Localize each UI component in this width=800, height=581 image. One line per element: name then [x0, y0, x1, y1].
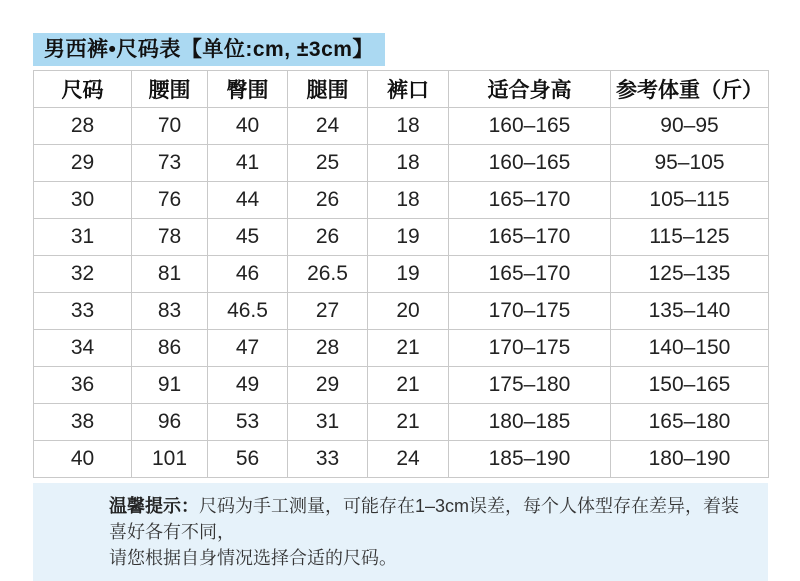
table-cell: 29 — [34, 145, 132, 182]
column-header: 参考体重（斤） — [611, 71, 769, 108]
table-cell: 170–175 — [449, 293, 611, 330]
table-cell: 40 — [34, 441, 132, 478]
table-cell: 18 — [368, 108, 449, 145]
table-cell: 31 — [34, 219, 132, 256]
table-cell: 46 — [208, 256, 288, 293]
column-header: 腿围 — [288, 71, 368, 108]
page-title: 男西裤•尺码表【单位:cm, ±3cm】 — [33, 33, 385, 66]
table-cell: 86 — [132, 330, 208, 367]
notice-box — [33, 483, 768, 581]
table-cell: 90–95 — [611, 108, 769, 145]
table-row — [34, 367, 769, 404]
table-cell: 26.5 — [288, 256, 368, 293]
table-cell: 34 — [34, 330, 132, 367]
table-row — [34, 145, 769, 182]
table-row — [34, 108, 769, 145]
table-row — [34, 219, 769, 256]
table-cell: 96 — [132, 404, 208, 441]
table-cell: 33 — [288, 441, 368, 478]
table-cell: 175–180 — [449, 367, 611, 404]
table-cell: 44 — [208, 182, 288, 219]
table-cell: 41 — [208, 145, 288, 182]
table-cell: 160–165 — [449, 108, 611, 145]
table-cell: 18 — [368, 182, 449, 219]
table-header-row — [34, 71, 769, 108]
table-cell: 18 — [368, 145, 449, 182]
notice-label: 温馨提示： — [109, 496, 199, 516]
table-cell: 165–170 — [449, 219, 611, 256]
table-cell: 125–135 — [611, 256, 769, 293]
table-cell: 26 — [288, 182, 368, 219]
table-cell: 180–185 — [449, 404, 611, 441]
table-cell: 36 — [34, 367, 132, 404]
table-cell: 78 — [132, 219, 208, 256]
column-header: 裤口 — [368, 71, 449, 108]
table-cell: 81 — [132, 256, 208, 293]
notice-line1: 尺码为手工测量，可能存在1–3cm误差，每个人体型存在差异，着装喜好各有不同， — [109, 496, 740, 542]
table-cell: 45 — [208, 219, 288, 256]
table-cell: 30 — [34, 182, 132, 219]
table-cell: 19 — [368, 256, 449, 293]
table-cell: 170–175 — [449, 330, 611, 367]
column-header: 尺码 — [34, 71, 132, 108]
column-header: 适合身高 — [449, 71, 611, 108]
table-row — [34, 256, 769, 293]
table-cell: 105–115 — [611, 182, 769, 219]
table-cell: 21 — [368, 367, 449, 404]
table-cell: 29 — [288, 367, 368, 404]
table-cell: 21 — [368, 404, 449, 441]
table-cell: 21 — [368, 330, 449, 367]
table-row — [34, 182, 769, 219]
table-cell: 83 — [132, 293, 208, 330]
table-cell: 91 — [132, 367, 208, 404]
table-body — [34, 108, 769, 478]
notice-line2: 请您根据自身情况选择合适的尺码。 — [109, 548, 397, 568]
table-cell: 53 — [208, 404, 288, 441]
table-cell: 76 — [132, 182, 208, 219]
table-cell: 19 — [368, 219, 449, 256]
table-cell: 165–170 — [449, 182, 611, 219]
table-cell: 49 — [208, 367, 288, 404]
table-cell: 24 — [288, 108, 368, 145]
table-cell: 165–180 — [611, 404, 769, 441]
table-cell: 25 — [288, 145, 368, 182]
table-cell: 32 — [34, 256, 132, 293]
table-cell: 33 — [34, 293, 132, 330]
table-cell: 70 — [132, 108, 208, 145]
table-cell: 135–140 — [611, 293, 769, 330]
table-cell: 165–170 — [449, 256, 611, 293]
table-cell: 20 — [368, 293, 449, 330]
table-cell: 185–190 — [449, 441, 611, 478]
table-cell: 47 — [208, 330, 288, 367]
table-cell: 27 — [288, 293, 368, 330]
size-table — [33, 70, 769, 478]
table-cell: 73 — [132, 145, 208, 182]
table-row — [34, 330, 769, 367]
table-cell: 28 — [34, 108, 132, 145]
table-cell: 46.5 — [208, 293, 288, 330]
table-cell: 38 — [34, 404, 132, 441]
table-cell: 31 — [288, 404, 368, 441]
table-cell: 180–190 — [611, 441, 769, 478]
table-cell: 160–165 — [449, 145, 611, 182]
column-header: 臀围 — [208, 71, 288, 108]
table-cell: 150–165 — [611, 367, 769, 404]
table-cell: 40 — [208, 108, 288, 145]
table-cell: 28 — [288, 330, 368, 367]
column-header: 腰围 — [132, 71, 208, 108]
table-row — [34, 441, 769, 478]
table-cell: 24 — [368, 441, 449, 478]
table-row — [34, 293, 769, 330]
table-cell: 115–125 — [611, 219, 769, 256]
table-cell: 56 — [208, 441, 288, 478]
table-cell: 95–105 — [611, 145, 769, 182]
table-row — [34, 404, 769, 441]
table-cell: 101 — [132, 441, 208, 478]
size-chart-page — [33, 33, 768, 581]
table-cell: 140–150 — [611, 330, 769, 367]
table-cell: 26 — [288, 219, 368, 256]
